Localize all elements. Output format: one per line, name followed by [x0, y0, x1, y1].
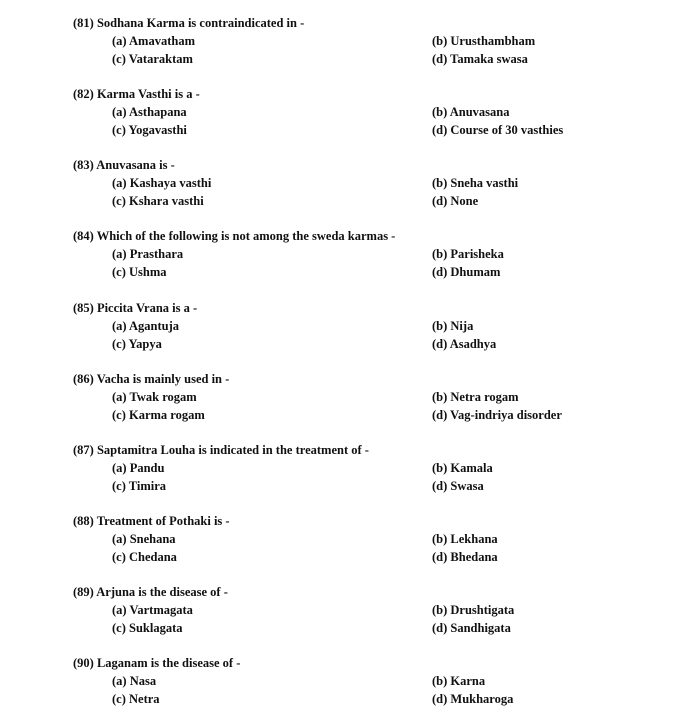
- option-a: (a) Asthapana: [112, 105, 187, 119]
- option-d: (d) Asadhya: [432, 337, 497, 351]
- question-85: [0, 300, 680, 364]
- question-83: [0, 157, 680, 221]
- question-text: (87) Saptamitra Louha is indicated in the treatment of -: [73, 443, 369, 457]
- option-d: (d) Sandhigata: [432, 621, 511, 635]
- option-c: (c) Yogavasthi: [112, 123, 187, 137]
- option-b: (b) Netra rogam: [432, 390, 519, 404]
- question-82: [0, 86, 680, 150]
- option-d: (d) Course of 30 vasthies: [432, 123, 564, 137]
- option-a: (a) Prasthara: [112, 247, 184, 261]
- question-text: (83) Anuvasana is -: [73, 158, 175, 172]
- option-d: (d) Mukharoga: [432, 692, 514, 706]
- option-c: (c) Timira: [112, 479, 167, 493]
- question-86: [0, 371, 680, 435]
- option-d: (d) Tamaka swasa: [432, 52, 528, 66]
- question-text: (89) Arjuna is the disease of -: [73, 585, 228, 599]
- option-b: (b) Karna: [432, 674, 486, 688]
- option-a: (a) Agantuja: [112, 319, 180, 333]
- option-a: (a) Snehana: [112, 532, 176, 546]
- question-text: (85) Piccita Vrana is a -: [73, 301, 198, 315]
- option-d: (d) Bhedana: [432, 550, 498, 564]
- option-b: (b) Parisheka: [432, 247, 504, 261]
- option-c: (c) Suklagata: [112, 621, 183, 635]
- option-b: (b) Urusthambham: [432, 34, 536, 48]
- option-a: (a) Nasa: [112, 674, 157, 688]
- option-c: (c) Netra: [112, 692, 160, 706]
- option-c: (c) Chedana: [112, 550, 177, 564]
- option-d: (d) Vag-indriya disorder: [432, 408, 562, 422]
- option-b: (b) Nija: [432, 319, 474, 333]
- option-c: (c) Karma rogam: [112, 408, 205, 422]
- option-c: (c) Vataraktam: [112, 52, 193, 66]
- question-87: [0, 442, 680, 506]
- question-90: [0, 655, 680, 719]
- option-b: (b) Sneha vasthi: [432, 176, 519, 190]
- option-b: (b) Drushtigata: [432, 603, 515, 617]
- option-a: (a) Twak rogam: [112, 390, 197, 404]
- question-81: [0, 15, 680, 79]
- question-text: (86) Vacha is mainly used in -: [73, 372, 230, 386]
- option-c: (c) Yapya: [112, 337, 162, 351]
- option-b: (b) Anuvasana: [432, 105, 510, 119]
- question-84: [0, 228, 680, 292]
- option-c: (c) Kshara vasthi: [112, 194, 204, 208]
- question-text: (84) Which of the following is not among the sweda karmas -: [73, 229, 396, 243]
- question-text: (88) Treatment of Pothaki is -: [73, 514, 230, 528]
- question-88: [0, 513, 680, 577]
- option-a: (a) Vartmagata: [112, 603, 193, 617]
- option-b: (b) Lekhana: [432, 532, 498, 546]
- option-d: (d) Swasa: [432, 479, 484, 493]
- question-text: (82) Karma Vasthi is a -: [73, 87, 200, 101]
- option-b: (b) Kamala: [432, 461, 493, 475]
- option-d: (d) None: [432, 194, 479, 208]
- option-c: (c) Ushma: [112, 265, 167, 279]
- option-a: (a) Pandu: [112, 461, 165, 475]
- question-89: [0, 584, 680, 648]
- option-d: (d) Dhumam: [432, 265, 501, 279]
- question-text: (81) Sodhana Karma is contraindicated in -: [73, 16, 305, 30]
- option-a: (a) Amavatham: [112, 34, 195, 48]
- option-a: (a) Kashaya vasthi: [112, 176, 212, 190]
- question-text: (90) Laganam is the disease of -: [73, 656, 241, 670]
